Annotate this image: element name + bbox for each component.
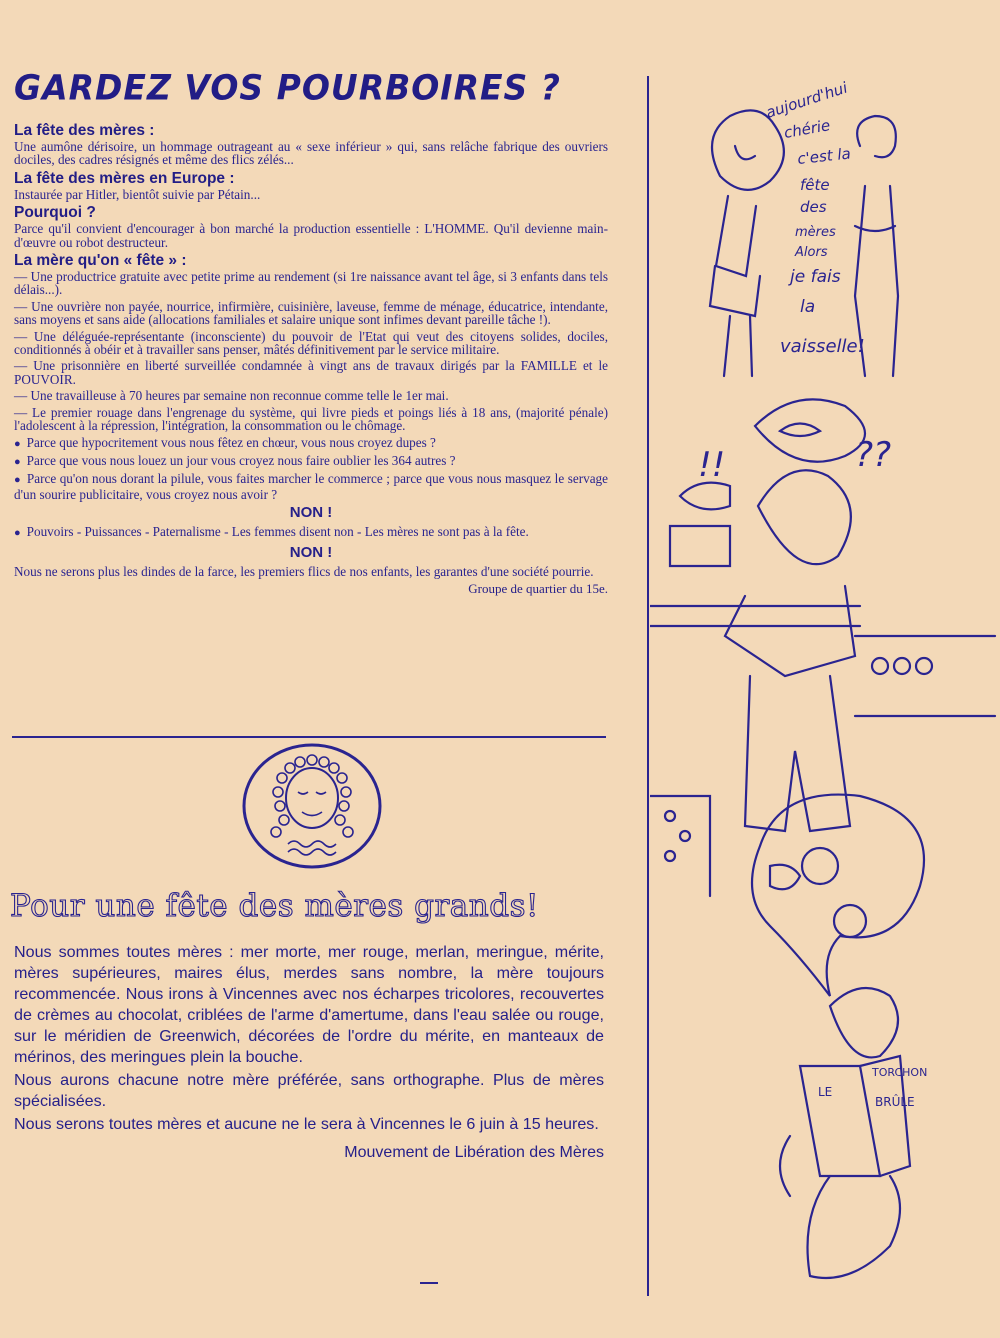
list-item: — Une ouvrière non payée, nourrice, infirmière, cuisinière, laveuse, femme de ménage, éducatrice, intendante, sans moyens et sans aide (allocations familiales et salaire unique sont infimes devant pareille tâche !). xyxy=(14,298,608,328)
main-title: GARDEZ VOS POURBOIRES ? xyxy=(14,67,561,108)
bubble-line: mères xyxy=(795,225,836,240)
bubble-line: c'est la xyxy=(796,144,852,168)
divider xyxy=(12,736,606,738)
non-heading: NON ! xyxy=(289,543,333,561)
section-heading: La fête des mères : xyxy=(14,122,155,139)
bullet-text: Parce que hypocritement vous nous fêtez en chœur, vous nous croyez dupes ? xyxy=(26,434,436,450)
bullet-text: Parce que vous nous louez un jour vous croyez nous faire oublier les 364 autres ? xyxy=(26,452,456,468)
non-heading: NON ! xyxy=(289,504,333,522)
bullet-item xyxy=(14,525,608,540)
signature: Groupe de quartier du 15e. xyxy=(468,580,608,596)
question-marks: ?? xyxy=(855,435,892,475)
list-item: — Une prisonnière en liberté surveillée condamnée à vingt ans de travaux dirigés par la FAMILLE et le POUVOIR. xyxy=(14,358,608,387)
book-title: BRÛLE xyxy=(875,1095,915,1109)
paragraph: Nous serons toutes mères et aucune ne le sera à Vincennes le 6 juin à 15 heures. xyxy=(14,1115,599,1133)
article-fete-des-meres-grands xyxy=(14,942,604,1178)
list-item: — Une déléguée-représentante (inconsciente) du pouvoir de l'Etat qui veut des citoyens solides, dociles, conditionnés à obéir et à travailler sans penser, mâtés définitivement par le service militaire. xyxy=(14,328,608,358)
section-text: Une aumône dérisoire, un hommage outrageant au « sexe inférieur » qui, sans relâche fabrique des ouvriers dociles, des cadres résignés et même des flics zélés... xyxy=(14,139,608,168)
signature: Mouvement de Libération des Mères xyxy=(344,1144,604,1161)
article-gardez-vos-pourboires xyxy=(14,122,608,610)
list-item: — Une productrice gratuite avec petite prime au rendement (si 1re naissance avant tel âge, si 3 enfants dans tels délais...). xyxy=(14,269,608,298)
bubble-line: vaisselle! xyxy=(780,336,865,357)
bubble-line: la xyxy=(800,297,816,317)
book-title: TORCHON xyxy=(872,1066,928,1079)
bullet-item xyxy=(14,436,608,451)
mother-face-seal-illustration xyxy=(240,742,384,870)
section-heading: Pourquoi ? xyxy=(14,204,96,222)
exclaim-marks: !! xyxy=(698,445,726,485)
section-heading: La fête des mères en Europe : xyxy=(14,169,235,187)
section-heading: La mère qu'on « fête » : xyxy=(14,252,187,270)
bubble-line: aujourd'hui xyxy=(763,78,850,122)
bubble-line: Alors xyxy=(795,245,828,260)
bubble-line: fête xyxy=(800,176,830,194)
bullet-text: Pouvoirs - Puissances - Paternalisme - Les femmes disent non - Les mères ne sont pas à la fête. xyxy=(26,524,529,540)
book-title: LE xyxy=(818,1085,833,1099)
bullet-item xyxy=(14,472,608,501)
bubble-line: des xyxy=(800,198,827,216)
paragraph: Nous aurons chacune notre mère préférée, sans orthographe. Plus de mères spécialisées. xyxy=(14,1071,604,1110)
list-item: — Une travailleuse à 70 heures par semaine non reconnue comme telle le 1er mai. xyxy=(14,388,449,404)
bullet-text: Parce qu'on nous dorant la pilule, vous faites marcher le commerce ; parce que vous nous masquez le servage d'un sourire publicitaire, vous croyez nous avoir ? xyxy=(14,471,608,502)
panel-4-figures xyxy=(780,988,910,1278)
closing-text: Nous ne serons plus les dindes de la farce, les premiers flics de nos enfants, les garantes d'une société pourrie. xyxy=(14,563,594,579)
footer-mark xyxy=(420,1282,438,1284)
mother-list xyxy=(14,270,608,432)
paragraph: Nous sommes toutes mères : mer morte, mer rouge, merlan, meringue, mérite, mères supérieures, maires élus, merdes sans nombre, la mère toujours recommencée. Nous irons à Vincennes avec nos écharpes tricolores, recouvertes de crèmes au chocolat, criblées de l'arme d'amertume, dans l'eau salée ou rouge, sur le méridien de Greenwich, décorées de l'ordre du mérite, en manteaux de mérinos, des meringues plein la bouche. xyxy=(14,943,604,1066)
section-text: Instaurée par Hitler, bientôt suivie par Pétain... xyxy=(14,186,261,202)
bubble-line: chérie xyxy=(782,116,832,142)
column-divider xyxy=(647,76,649,1296)
second-article-title: Pour une fête des mères grands! xyxy=(10,888,539,924)
list-item: — Le premier rouage dans l'engrenage du système, qui livre pieds et poings liés à 18 ans, (majorité pénale) l'adolescent à la répression, l'intégration, la consommation ou le chômage. xyxy=(14,404,608,434)
section-text: Parce qu'il convient d'encourager à bon marché la production essentielle : L'HOMME. Qu'il devienne main-d'œuvre ou robot destructeur. xyxy=(14,221,608,250)
bullet-item xyxy=(14,454,608,469)
comic-strip-illustration xyxy=(650,76,998,1296)
bubble-line: je fais xyxy=(790,267,841,287)
panel-3-figures xyxy=(650,795,924,996)
